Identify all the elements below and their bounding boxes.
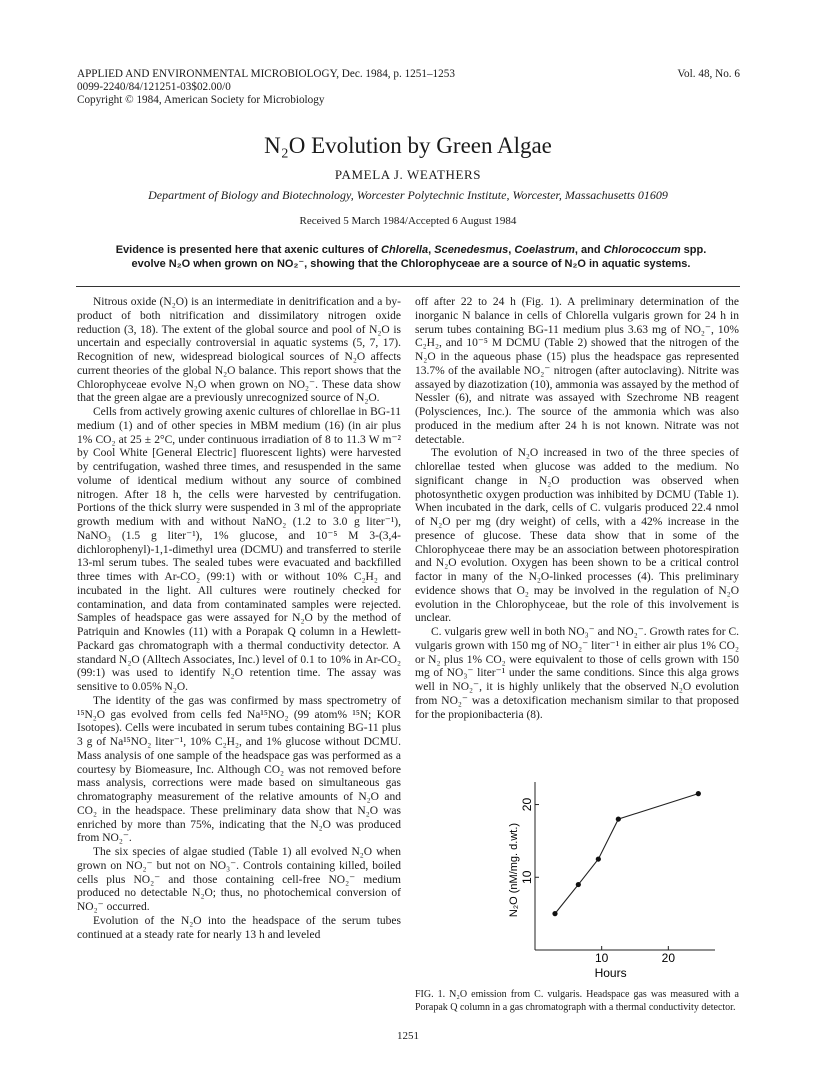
y-tick-label: 10 [520, 870, 534, 884]
paragraph: Nitrous oxide (N₂O) is an intermediate in denitrification and a by-product of both nitrification and dissimilatory nitrogen oxide reduction (3, 18). The extent of the global source and pool of N₂O is uncertain and especially controversial in aquatic systems (5, 7, 17). Recognition of new, widespread biological sources of N₂O affects current theories of the global N₂O balance. This report shows that the Chlorophyceae evolve N₂O when grown on NO₂⁻. These data show that the green algae are a previously unrecognized source of N₂O. [77, 296, 401, 405]
received-dates: Received 5 March 1984/Accepted 6 August 1984 [299, 215, 517, 227]
series-line [555, 794, 698, 914]
genus-coelastrum: Coelastrum [514, 244, 575, 256]
volume-label: Vol. 48, No. 6 [677, 68, 740, 80]
y-axis-label: N₂O (nM/mg. d.wt.) [508, 822, 520, 918]
data-point [552, 911, 557, 916]
data-point [596, 856, 601, 861]
paragraph: C. vulgaris grew well in both NO₃⁻ and NO₂⁻. Growth rates for C. vulgaris grown with 150 mg of NO₂⁻ liter⁻¹ in either air plus 1% CO₂ or N₂ plus 1% CO₂ were equivalent to those of cells grown with 150 mg of NO₃⁻ liter⁻¹ under the same conditions. Since this alga grows well in NO₂⁻, it is highly unlikely that the observed N₂O evolution from NO₂⁻ was a detoxification mechanism similar to that proposed for the propionibacteria (8). [415, 626, 739, 721]
paragraph: The evolution of N₂O increased in two of the three species of chlorellae tested when glucose was added to the medium. No significant change in N₂O production was observed when photosynthetic oxygen production was inhibited by DCMU (Table 1). When incubated in the dark, cells of C. vulgaris produced 22.4 nmol of N₂O per mg (dry weight) of cells, with a 42% increase in the presence of glucose. These data show that in some of the Chlorophyceae there may be an association between photorespiration and N₂O evolution. Oxygen has been shown to be a critical control factor in many of the N₂O-linked processes (4). This preliminary evidence shows that O₂ may be involved in the regulation of N₂O evolution in the Chlorophyceae, but the role of this involvement is unclear. [415, 447, 739, 625]
data-point [616, 816, 621, 821]
y-tick-label: 20 [520, 797, 534, 812]
journal-line: APPLIED AND ENVIRONMENTAL MICROBIOLOGY, Dec. 1984, p. 1251–1253 [77, 68, 455, 80]
right-column [415, 296, 739, 722]
author-name: PAMELA J. WEATHERS [334, 167, 482, 182]
article-title: N₂O Evolution by Green Algae [264, 133, 552, 158]
genus-chlorella: Chlorella [381, 244, 429, 256]
copyright-line: Copyright © 1984, American Society for Microbiology [77, 94, 325, 106]
paragraph: Cells from actively growing axenic cultures of chlorellae in BG-11 medium (1) and of other species in MBM medium (16) (in air plus 1% CO₂ at 25 ± 2°C, under continuous irradiation of 8 to 11.3 W m⁻² by Cool White [General Electric] fluorescent lights) were harvested by centrifugation, washed three times, and resuspended in the same volume of identical medium without any source of combined nitrogen. After 18 h, the cells were harvested by centrifugation. Portions of the thick slurry were suspended in 3 ml of the appropriate growth medium with and without NaNO₂ (1.2 to 3.0 g liter⁻¹), NaNO₃ (1.5 g liter⁻¹), 1% glucose, and 10⁻⁵ M 3-(3,4-dichlorophenyl)-1,1-dimethyl urea (DCMU) and transferred to sterile 13-ml serum tubes. The sealed tubes were evacuated and backfilled three times with Ar-CO₂ (99:1) with or without 10% C₂H₂ and incubated in the light. All cultures were routinely checked for contamination, and data from contaminated samples were rejected. Samples of headspace gas were assayed for N₂O by the method of Patriquin and Knowles (11) with a Porapak Q column in a Hewlett-Packard gas chromatograph with a thermal conductivity detector. A standard N₂O (Alltech Associates, Inc.) level of 0.1 to 10% in Ar-CO₂ (99:1) was used to identify N₂O retention time. The assay was sensitive to 0.05% N₂O. [77, 406, 401, 693]
paragraph: Evolution of the N₂O into the headspace of the serum tubes continued at a steady rate for nearly 13 h and leveled [77, 914, 401, 941]
data-point [576, 882, 581, 887]
genus-chlorococcum: Chlorococcum [603, 244, 681, 256]
x-tick-label: 10 [594, 951, 609, 965]
left-column [77, 296, 401, 942]
data-point [696, 791, 701, 796]
abstract: Evidence is presented here that axenic cultures of Chlorella, Scenedesmus, Coelastrum, and Chlorococcum spp. evolve N₂O when grown on NO₂⁻, showing that the Chlorophyceae are a source of N₂O in aquatic systems. [115, 244, 707, 270]
paragraph: The six species of algae studied (Table 1) all evolved N₂O when grown on NO₂⁻ but not on NO₃⁻. Controls containing killed, boiled cells plus NO₂⁻ and those containing cell-free NO₂⁻ medium produced no detectable N₂O; thus, no photochemical conversion of NO₂⁻ occurred. [77, 846, 401, 913]
genus-scenedesmus: Scenedesmus [434, 244, 509, 256]
paragraph: The identity of the gas was confirmed by mass spectrometry of ¹⁵N₂O gas evolved from cells fed Na¹⁵NO₂ (99 atom% ¹⁵N; KOR Isotopes). Cells were incubated in serum tubes containing BG-11 plus 3 g of Na¹⁵NO₂ liter⁻¹, 10% C₂H₂, and 1% glucose without DCMU. Mass analysis of one sample of the headspace gas was performed as a courtesy by Biomeasure, Inc. Although CO₂ was not removed before mass analysis, corrections were made based on simultaneous gas chromatography measurement of the relative amounts of N₂O and CO₂ in the headspace. These preliminary data show that N₂O was enriched by more than 75%, indicating that the N₂O was produced from NO₂⁻. [77, 694, 401, 845]
x-axis-label: Hours [594, 966, 627, 980]
page-number: 1251 [397, 1030, 419, 1042]
paragraph: off after 22 to 24 h (Fig. 1). A preliminary determination of the inorganic N balance in cells of Chlorella vulgaris grown for 24 h in serum tubes containing BG-11 medium plus 3.63 mg of NO₂⁻, 10% C₂H₂, and 10⁻⁵ M DCMU (Table 2) showed that the nitrogen of the N₂O in the aqueous phase (15) plus the headspace gas represented 13.7% of the available NO₂⁻ nitrogen (after autoclaving). Nitrite was assayed by diazotization (10), ammonia was assayed by the method of Nessler (6), and nitrate was assayed with Szechrome NB reagent (Polysciences, Inc.). The source of the ammonia which was also produced in the medium after 24 h is not known. Nitrate was not detectable. [415, 296, 739, 446]
figure-1-chart [485, 755, 725, 980]
author-affiliation: Department of Biology and Biotechnology, Worcester Polytechnic Institute, Worcester, Massachusetts 01609 [148, 188, 668, 202]
divider [76, 286, 740, 287]
figure-caption: FIG. 1. N₂O emission from C. vulgaris. Headspace gas was measured with a Porapak Q column in a gas chromatograph with a thermal conductivity detector. [415, 989, 739, 1013]
issn-line: 0099-2240/84/121251-03$02.00/0 [77, 81, 231, 93]
x-tick-label: 20 [661, 951, 676, 965]
